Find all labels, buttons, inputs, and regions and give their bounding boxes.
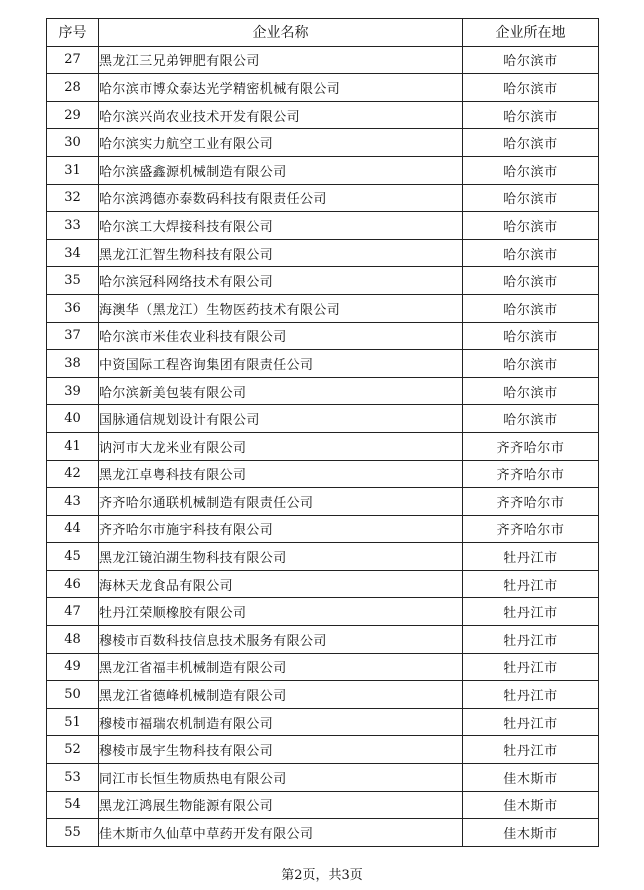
- row-index: 33: [47, 212, 99, 240]
- enterprise-table: [46, 18, 599, 847]
- table-body: [47, 46, 599, 846]
- table-header: [47, 19, 599, 47]
- row-company-name: 黑龙江三兄弟钾肥有限公司: [99, 46, 463, 74]
- row-company-name: 佳木斯市久仙草中草药开发有限公司: [99, 819, 463, 847]
- row-company-name: 哈尔滨市米佳农业科技有限公司: [99, 322, 463, 350]
- row-index: 32: [47, 184, 99, 212]
- row-location: 哈尔滨市: [463, 212, 599, 240]
- table-row: [47, 432, 599, 460]
- row-index: 43: [47, 488, 99, 516]
- table-row: [47, 488, 599, 516]
- row-location: 牡丹江市: [463, 543, 599, 571]
- table-row: [47, 184, 599, 212]
- row-index: 38: [47, 350, 99, 378]
- table-row: [47, 405, 599, 433]
- row-index: 49: [47, 653, 99, 681]
- row-location: 哈尔滨市: [463, 239, 599, 267]
- table-row: [47, 350, 599, 378]
- row-location: 牡丹江市: [463, 653, 599, 681]
- row-company-name: 齐齐哈尔市施宇科技有限公司: [99, 515, 463, 543]
- row-location: 牡丹江市: [463, 570, 599, 598]
- row-company-name: 黑龙江镜泊湖生物科技有限公司: [99, 543, 463, 571]
- row-company-name: 黑龙江省德峰机械制造有限公司: [99, 681, 463, 709]
- row-location: 哈尔滨市: [463, 184, 599, 212]
- table-row: [47, 294, 599, 322]
- table-row: [47, 377, 599, 405]
- row-index: 37: [47, 322, 99, 350]
- row-index: 29: [47, 101, 99, 129]
- row-location: 齐齐哈尔市: [463, 515, 599, 543]
- row-index: 47: [47, 598, 99, 626]
- row-company-name: 哈尔滨实力航空工业有限公司: [99, 129, 463, 157]
- row-location: 齐齐哈尔市: [463, 460, 599, 488]
- table-row: [47, 570, 599, 598]
- row-index: 55: [47, 819, 99, 847]
- row-company-name: 同江市长恒生物质热电有限公司: [99, 764, 463, 792]
- row-location: 哈尔滨市: [463, 156, 599, 184]
- row-company-name: 黑龙江鸿展生物能源有限公司: [99, 791, 463, 819]
- row-company-name: 黑龙江省福丰机械制造有限公司: [99, 653, 463, 681]
- row-company-name: 穆棱市百数科技信息技术服务有限公司: [99, 626, 463, 654]
- header-row: [47, 19, 599, 47]
- row-index: 42: [47, 460, 99, 488]
- row-index: 35: [47, 267, 99, 295]
- row-index: 39: [47, 377, 99, 405]
- row-index: 45: [47, 543, 99, 571]
- row-company-name: 海林天龙食品有限公司: [99, 570, 463, 598]
- table-row: [47, 791, 599, 819]
- table-row: [47, 543, 599, 571]
- row-index: 34: [47, 239, 99, 267]
- header-company-name: 企业名称: [99, 19, 463, 47]
- table-row: [47, 267, 599, 295]
- row-index: 28: [47, 74, 99, 102]
- row-index: 40: [47, 405, 99, 433]
- row-company-name: 哈尔滨新美包装有限公司: [99, 377, 463, 405]
- row-index: 44: [47, 515, 99, 543]
- row-location: 佳木斯市: [463, 764, 599, 792]
- row-location: 佳木斯市: [463, 791, 599, 819]
- row-company-name: 国脉通信规划设计有限公司: [99, 405, 463, 433]
- page-number: 第2页，共3页: [281, 868, 363, 883]
- row-location: 哈尔滨市: [463, 322, 599, 350]
- row-company-name: 齐齐哈尔通联机械制造有限责任公司: [99, 488, 463, 516]
- row-location: 哈尔滨市: [463, 101, 599, 129]
- row-index: 54: [47, 791, 99, 819]
- table-row: [47, 626, 599, 654]
- table-row: [47, 129, 599, 157]
- row-location: 牡丹江市: [463, 736, 599, 764]
- row-company-name: 哈尔滨工大焊接科技有限公司: [99, 212, 463, 240]
- row-location: 哈尔滨市: [463, 405, 599, 433]
- row-company-name: 哈尔滨市博众泰达光学精密机械有限公司: [99, 74, 463, 102]
- header-location: 企业所在地: [463, 19, 599, 47]
- table-row: [47, 156, 599, 184]
- table-row: [47, 74, 599, 102]
- table-row: [47, 653, 599, 681]
- row-index: 31: [47, 156, 99, 184]
- row-index: 48: [47, 626, 99, 654]
- row-location: 牡丹江市: [463, 626, 599, 654]
- row-location: 哈尔滨市: [463, 267, 599, 295]
- table-row: [47, 460, 599, 488]
- table-row: [47, 212, 599, 240]
- row-index: 30: [47, 129, 99, 157]
- row-location: 哈尔滨市: [463, 350, 599, 378]
- table-row: [47, 101, 599, 129]
- row-company-name: 中资国际工程咨询集团有限责任公司: [99, 350, 463, 378]
- row-index: 27: [47, 46, 99, 74]
- table-row: [47, 46, 599, 74]
- row-location: 哈尔滨市: [463, 129, 599, 157]
- table-row: [47, 239, 599, 267]
- row-company-name: 哈尔滨鸿德亦泰数码科技有限责任公司: [99, 184, 463, 212]
- row-company-name: 哈尔滨兴尚农业技术开发有限公司: [99, 101, 463, 129]
- table-row: [47, 819, 599, 847]
- row-location: 哈尔滨市: [463, 74, 599, 102]
- row-location: 齐齐哈尔市: [463, 432, 599, 460]
- row-location: 齐齐哈尔市: [463, 488, 599, 516]
- row-company-name: 牡丹江荣顺橡胶有限公司: [99, 598, 463, 626]
- row-index: 53: [47, 764, 99, 792]
- row-index: 46: [47, 570, 99, 598]
- row-company-name: 哈尔滨盛鑫源机械制造有限公司: [99, 156, 463, 184]
- row-company-name: 哈尔滨冠科网络技术有限公司: [99, 267, 463, 295]
- table-row: [47, 764, 599, 792]
- row-index: 41: [47, 432, 99, 460]
- row-index: 50: [47, 681, 99, 709]
- row-company-name: 黑龙江汇智生物科技有限公司: [99, 239, 463, 267]
- row-company-name: 黑龙江卓粤科技有限公司: [99, 460, 463, 488]
- row-company-name: 海澳华（黑龙江）生物医药技术有限公司: [99, 294, 463, 322]
- row-location: 哈尔滨市: [463, 46, 599, 74]
- row-location: 哈尔滨市: [463, 377, 599, 405]
- row-company-name: 穆棱市福瑞农机制造有限公司: [99, 708, 463, 736]
- row-index: 51: [47, 708, 99, 736]
- row-index: 36: [47, 294, 99, 322]
- row-location: 哈尔滨市: [463, 294, 599, 322]
- table-row: [47, 681, 599, 709]
- header-index: 序号: [47, 19, 99, 47]
- row-location: 牡丹江市: [463, 681, 599, 709]
- row-location: 佳木斯市: [463, 819, 599, 847]
- row-company-name: 穆棱市晟宇生物科技有限公司: [99, 736, 463, 764]
- table-row: [47, 736, 599, 764]
- table-row: [47, 515, 599, 543]
- table-row: [47, 708, 599, 736]
- table-row: [47, 598, 599, 626]
- row-location: 牡丹江市: [463, 708, 599, 736]
- table-row: [47, 322, 599, 350]
- row-company-name: 讷河市大龙米业有限公司: [99, 432, 463, 460]
- row-location: 牡丹江市: [463, 598, 599, 626]
- row-index: 52: [47, 736, 99, 764]
